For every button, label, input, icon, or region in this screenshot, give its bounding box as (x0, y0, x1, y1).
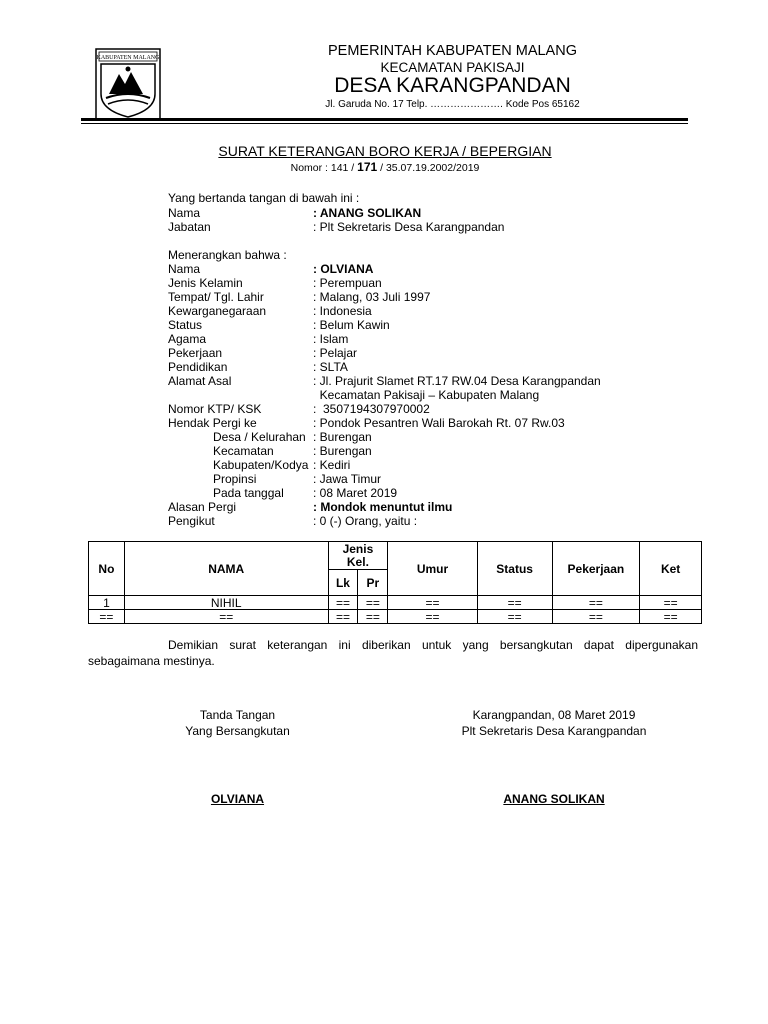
header-male: Lk (328, 570, 358, 596)
kabupaten-malang-logo (95, 48, 161, 120)
header-address: Jl. Garuda No. 17 Telp. …………………. Kode Pos 65162 (325, 99, 580, 110)
field-value: : 3507194307970002 (313, 402, 430, 416)
table-cell: == (358, 596, 388, 610)
field-value: : Belum Kawin (313, 318, 390, 332)
destination-value: : 08 Maret 2019 (313, 486, 398, 500)
header-gender: Jenis Kel. (328, 542, 388, 570)
companions-label: Pengikut (168, 514, 215, 528)
signer-position-value: : Plt Sekretaris Desa Karangpandan (313, 220, 505, 234)
letterhead-divider-thick (81, 118, 688, 121)
table-cell: NIHIL (124, 596, 328, 610)
table-cell: == (328, 610, 358, 624)
table-cell: == (477, 596, 552, 610)
field-label: Agama (168, 332, 207, 346)
header-government: PEMERINTAH KABUPATEN MALANG (328, 43, 577, 59)
table-cell: == (552, 610, 640, 624)
reason-label: Alasan Pergi (168, 500, 237, 514)
header-occupation: Pekerjaan (552, 542, 640, 596)
table-cell: == (552, 596, 640, 610)
field-label: Alamat Asal (168, 374, 232, 388)
table-cell: == (640, 596, 702, 610)
header-no: No (89, 542, 125, 596)
destination-label: Desa / Kelurahan (213, 430, 306, 444)
field-value-continued: Kecamatan Pakisaji – Kabupaten Malang (313, 388, 540, 402)
table-cell: == (388, 610, 478, 624)
field-label: Nomor KTP/ KSK (168, 402, 262, 416)
table-row (89, 596, 702, 610)
destination-label: Kecamatan (213, 444, 274, 458)
destination-value: : Burengan (313, 430, 372, 444)
table-cell: == (477, 610, 552, 624)
field-value: : Perempuan (313, 276, 382, 290)
sign-left-line1: Tanda Tangan (199, 708, 276, 722)
table-cell: == (358, 610, 388, 624)
header-female: Pr (358, 570, 388, 596)
header-name: NAMA (124, 542, 328, 596)
field-label: Pekerjaan (168, 346, 223, 360)
header-village: DESA KARANGPANDAN (334, 74, 571, 97)
companions-value: : 0 (-) Orang, yaitu : (313, 514, 418, 528)
field-label: Nama (168, 262, 201, 276)
companions-table (88, 541, 702, 624)
header-status: Status (477, 542, 552, 596)
reason-value: : Mondok menuntut ilmu (313, 500, 453, 514)
sign-right-name: ANANG SOLIKAN (503, 792, 605, 806)
signer-intro: Yang bertanda tangan di bawah ini : (168, 191, 360, 205)
field-value: : Indonesia (313, 304, 372, 318)
table-cell: == (328, 596, 358, 610)
field-label: Hendak Pergi ke (168, 416, 257, 430)
field-value: : SLTA (313, 360, 348, 374)
field-value: : Malang, 03 Juli 1997 (313, 290, 431, 304)
field-label: Tempat/ Tgl. Lahir (168, 290, 264, 304)
header-district: KECAMATAN PAKISAJI (380, 60, 525, 75)
table-cell: == (388, 596, 478, 610)
field-value: : OLVIANA (313, 262, 374, 276)
field-value: : Pondok Pesantren Wali Barokah Rt. 07 Rw.03 (313, 416, 565, 430)
signer-name-label: Nama (168, 206, 201, 220)
signer-position-label: Jabatan (168, 220, 211, 234)
destination-value: : Jawa Timur (313, 472, 382, 486)
sign-right-line2: Plt Sekretaris Desa Karangpandan (461, 724, 647, 738)
sign-right-line1: Karangpandan, 08 Maret 2019 (472, 708, 636, 722)
field-label: Pendidikan (168, 360, 228, 374)
table-cell: == (124, 610, 328, 624)
closing-paragraph: Demikian surat keterangan ini diberikan untuk yang bersangkutan dapat dipergunakan sebagaimana mestinya. (88, 638, 698, 668)
table-cell: == (89, 610, 125, 624)
field-label: Status (168, 318, 203, 332)
letterhead-divider-thin (81, 123, 688, 124)
destination-label: Propinsi (213, 472, 257, 486)
table-row (89, 610, 702, 624)
destination-label: Pada tanggal (213, 486, 284, 500)
field-value: : Pelajar (313, 346, 358, 360)
signer-name-value: : ANANG SOLIKAN (313, 206, 422, 220)
subject-intro: Menerangkan bahwa : (168, 248, 287, 262)
svg-text:KABUPATEN MALANG: KABUPATEN MALANG (96, 55, 160, 61)
field-label: Kewarganegaraan (168, 304, 267, 318)
destination-label: Kabupaten/Kodya (213, 458, 309, 472)
document-title: SURAT KETERANGAN BORO KERJA / BEPERGIAN (218, 143, 552, 159)
header-age: Umur (388, 542, 478, 596)
field-label: Jenis Kelamin (168, 276, 243, 290)
destination-value: : Burengan (313, 444, 372, 458)
destination-value: : Kediri (313, 458, 351, 472)
sign-left-name: OLVIANA (210, 792, 265, 806)
field-value: : Islam (313, 332, 349, 346)
header-note: Ket (640, 542, 702, 596)
sign-left-line2: Yang Bersangkutan (185, 724, 290, 738)
table-cell: == (640, 610, 702, 624)
table-cell: 1 (89, 596, 125, 610)
document-number: Nomor : 141 / 171 / 35.07.19.2002/2019 (290, 160, 480, 174)
field-value: : Jl. Prajurit Slamet RT.17 RW.04 Desa Karangpandan (313, 374, 601, 388)
